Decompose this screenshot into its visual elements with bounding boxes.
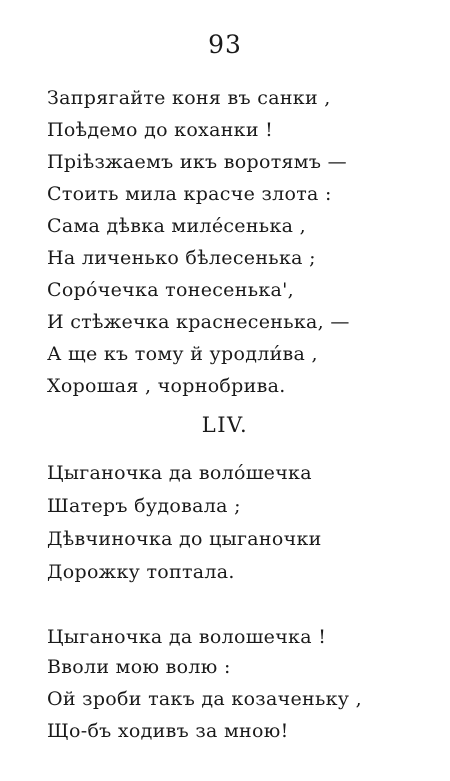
verse-line: Поѣдемо до коханки ! bbox=[47, 119, 274, 141]
verse-line: Сама дѣвка милéсенька , bbox=[47, 215, 306, 237]
verse-line: Пріѣзжаемъ икъ воротямъ — bbox=[47, 151, 347, 173]
verse-line: Цыганочка да волошечка ! bbox=[47, 626, 327, 648]
section-heading: LIV. bbox=[201, 413, 249, 437]
verse-line: Що-бъ ходивъ за мною! bbox=[47, 720, 289, 742]
verse-line: Ой зроби такъ да козаченьку , bbox=[47, 688, 362, 710]
verse-line: Шатеръ будовала ; bbox=[47, 495, 241, 517]
verse-line: Вволи мою волю : bbox=[47, 656, 231, 678]
verse-line: И стѣжечка краснесенька, — bbox=[47, 311, 350, 333]
verse-line: Цыганочка да волóшечка bbox=[47, 462, 312, 484]
verse-line: Дорожку топтала. bbox=[47, 561, 235, 583]
verse-line: Стоить мила красче злота : bbox=[47, 183, 332, 205]
verse-line: На личенько бѣлесенька ; bbox=[47, 247, 316, 269]
verse-line: А ще къ тому й уродли́ва , bbox=[47, 343, 318, 365]
verse-line: Дѣвчиночка до цыганочки bbox=[47, 528, 322, 550]
page-number: 93 bbox=[208, 30, 242, 59]
verse-line: Запрягайте коня въ санки , bbox=[47, 87, 331, 109]
verse-line: Сорóчечка тонесенька', bbox=[47, 279, 295, 301]
verse-line: Хорошая , чорнобрива. bbox=[47, 375, 286, 397]
